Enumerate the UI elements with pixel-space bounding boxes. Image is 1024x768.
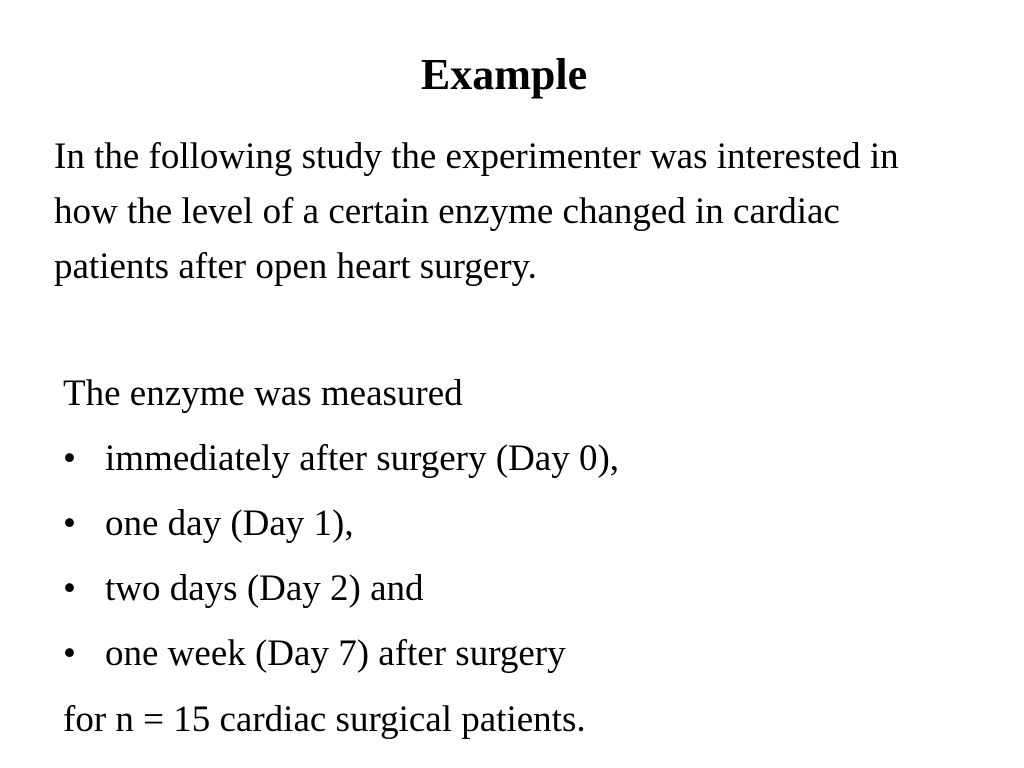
list-item-text: one day (Day 1), [105,503,354,544]
measurement-list [63,431,619,691]
lead-sentence: The enzyme was measured [63,373,463,414]
list-item-text: one week (Day 7) after surgery [105,633,566,674]
closing-sentence: for n = 15 cardiac surgical patients. [63,699,586,740]
list-item-text: two days (Day 2) and [105,568,424,609]
intro-paragraph: In the following study the experimenter was interested in how the level of a certain enzyme changed in cardiac patients after open heart surgery. [54,136,899,287]
slide-title: Example [420,50,588,99]
list-item [63,626,619,691]
bullet-icon: • [63,503,76,544]
list-item-text: immediately after surgery (Day 0), [105,438,620,479]
bullet-icon: • [63,568,76,609]
list-item [63,431,619,496]
bullet-icon: • [63,438,76,479]
list-item [63,561,619,626]
bullet-icon: • [63,633,76,674]
list-item [63,496,619,561]
